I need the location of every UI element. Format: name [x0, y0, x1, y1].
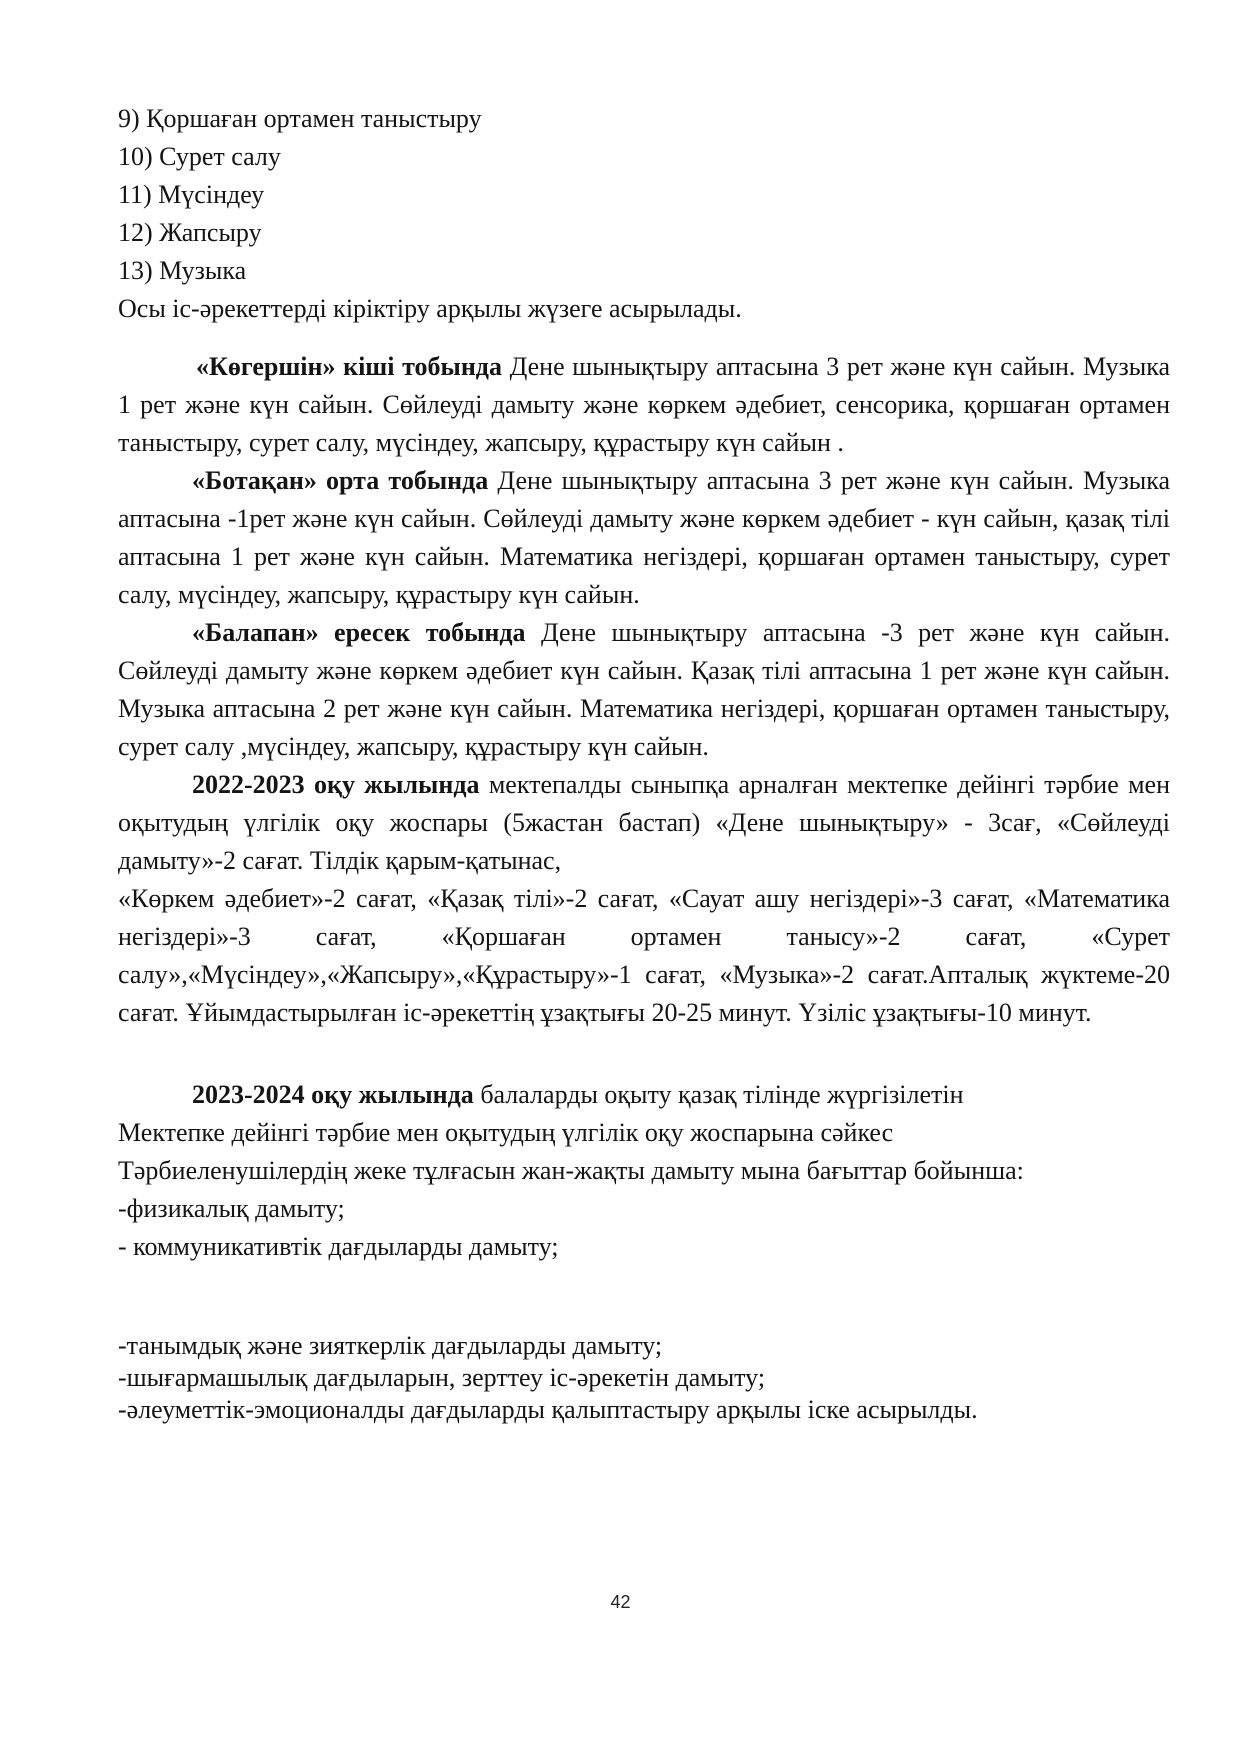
page-number: 42	[610, 1592, 631, 1612]
paragraph-year-2023	[118, 1076, 1170, 1114]
year-text: мектепалды сыныпқа арналған мектепке дейінгі тәрбие мен оқытудың үлгілік оқу жоспары (5жастан бастап) «Дене шынықтыру» - 3сағ, «Сөйлеуді дамыту»-2 сағат. Тілдік қарым-қатынас,	[118, 770, 1170, 875]
year-text-hours: «Көркем әдебиет»-2 сағат, «Қазақ тілі»-2 сағат, «Сауат ашу негіздері»-3 сағат, «Математика негіздері»-3 сағат, «Қоршаған ортамен танысу»-2 сағат, «Сурет салу»,«Мүсіндеу»,«Жапсыру»,«Құрастыру»-1 сағат, «Музыка»-2 сағат.Апталық жүктеме-20 сағат. Ұйымдастырылған іс-әрекеттің ұзақтығы 20-25 минут. Үзіліс ұзақтығы-10 минут.	[118, 884, 1170, 1027]
bullet-item: -физикалық дамыту;	[118, 1194, 345, 1223]
list-item: 12) Жапсыру	[118, 218, 262, 247]
paragraph-group-botakan	[118, 462, 1170, 614]
list-item: 9) Қоршаған ортамен таныстыру	[118, 104, 482, 133]
list-item: 11) Мүсіндеу	[118, 180, 265, 209]
year-2023-line-3: Тәрбиеленушілердің жеке тұлғасын жан-жақты дамыту мына бағыттар бойынша:	[118, 1156, 1024, 1185]
paragraph-year-2022-hours	[118, 880, 1170, 1032]
group-text: Дене шынықтыру аптасына -3 рет және күн сайын. Сөйлеуді дамыту және көркем әдебиет күн сайын. Қазақ тілі аптасына 1 рет және күн сайын. Музыка аптасына 2 рет және күн сайын. Математика негіздері, қоршаған ортамен таныстыру, сурет салу ,мүсіндеу, жапсыру, құрастыру күн сайын.	[118, 618, 1170, 761]
bullet-item: -шығармашылық дағдыларын, зерттеу іс-әрекетін дамыту;	[118, 1363, 766, 1392]
group-lead: «Ботақан» орта тобында	[192, 466, 489, 495]
group-text: Дене шынықтыру аптасына 3 рет және күн сайын. Музыка 1 рет және күн сайын. Сөйлеуді дамыту және көркем әдебиет, сенсорика, қоршаған ортамен таныстыру, сурет салу, мүсіндеу, жапсыру, құрастыру күн сайын .	[118, 352, 1171, 457]
group-text: Дене шынықтыру аптасына 3 рет және күн сайын. Музыка аптасына -1рет және күн сайын. Сөйлеуді дамыту және көркем әдебиет - күн сайын, қазақ тілі аптасына 1 рет және күн сайын. Математика негіздері, қоршаған ортамен таныстыру, сурет салу, мүсіндеу, жапсыру, құрастыру күн сайын.	[118, 466, 1171, 609]
year-2023-line-2: Мектепке дейінгі тәрбие мен оқытудың үлгілік оқу жоспарына сәйкес	[118, 1118, 894, 1147]
activity-list	[118, 100, 1170, 328]
paragraph-year-2022	[118, 766, 1170, 880]
group-lead: «Көгершін» кіші тобында	[196, 352, 502, 381]
paragraph-group-balapan	[118, 614, 1170, 766]
year-text: балаларды оқыту қазақ тілінде жүргізілетін	[473, 1080, 964, 1109]
list-item: 10) Сурет салу	[118, 142, 281, 171]
year-lead: 2023-2024 оқу жылында	[192, 1080, 474, 1109]
bullet-item: - коммуникативтік дағдыларды дамыту;	[118, 1232, 559, 1261]
list-item: 13) Музыка	[118, 256, 247, 285]
year-lead: 2022-2023 оқу жылында	[192, 770, 480, 799]
paragraph-group-kogershin	[118, 348, 1170, 462]
list-summary: Осы іс-әрекеттерді кіріктіру арқылы жүзеге асырылады.	[118, 294, 742, 323]
bullet-item: -танымдық және зияткерлік дағдыларды дамыту;	[118, 1331, 663, 1360]
group-lead: «Балапан» ересек тобында	[192, 618, 526, 647]
document-page	[118, 100, 1170, 1426]
bullet-item: -әлеуметтік-эмоционалды дағдыларды қалыптастыру арқылы іске асырылды.	[118, 1395, 978, 1424]
